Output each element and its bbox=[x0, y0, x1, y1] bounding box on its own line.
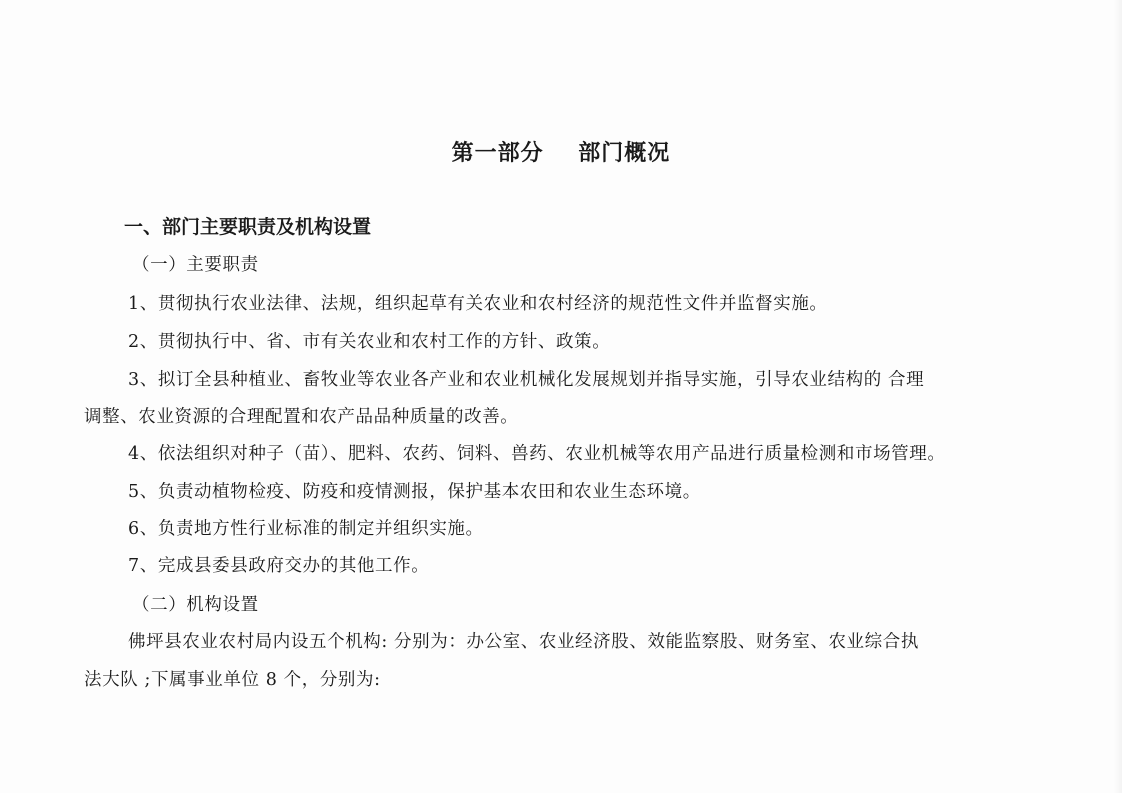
duty-item-6: 6、负责地方性行业标准的制定并组织实施。 bbox=[128, 519, 484, 539]
subsection-heading-org: （二）机构设置 bbox=[132, 595, 259, 615]
duty-item-7: 7、完成县委县政府交办的其他工作。 bbox=[128, 556, 430, 576]
org-paragraph-line-1: 佛坪县农业农村局内设五个机构: 分别为：办公室、农业经济股、效能监察股、财务室、农业综合执 bbox=[128, 632, 919, 652]
page-title: 第一部分 部门概况 bbox=[451, 141, 671, 166]
duty-item-3: 3、拟订全县种植业、畜牧业等农业各产业和农业机械化发展规划并指导实施，引导农业结构的 合理 bbox=[128, 370, 925, 390]
subsection-heading-duties: （一）主要职责 bbox=[132, 255, 259, 275]
duty-item-1: 1、贯彻执行农业法律、法规，组织起草有关农业和农村经济的规范性文件并监督实施。 bbox=[128, 294, 828, 314]
duty-item-2: 2、贯彻执行中、省、市有关农业和农村工作的方针、政策。 bbox=[128, 332, 611, 352]
section-heading: 一、部门主要职责及机构设置 bbox=[124, 216, 372, 238]
scan-edge-shadow bbox=[1114, 0, 1122, 793]
duty-item-3-continued: 调整、农业资源的合理配置和农产品品种质量的改善。 bbox=[84, 407, 519, 427]
duty-item-4: 4、依法组织对种子（苗）、肥料、农药、饲料、兽药、农业机械等农用产品进行质量检测和市场管理。 bbox=[128, 444, 946, 464]
org-paragraph-line-2: 法大队 ;下属事业单位 8 个，分别为: bbox=[84, 670, 381, 690]
duty-item-5: 5、负责动植物检疫、防疫和疫情测报，保护基本农田和农业生态环境。 bbox=[128, 482, 701, 502]
